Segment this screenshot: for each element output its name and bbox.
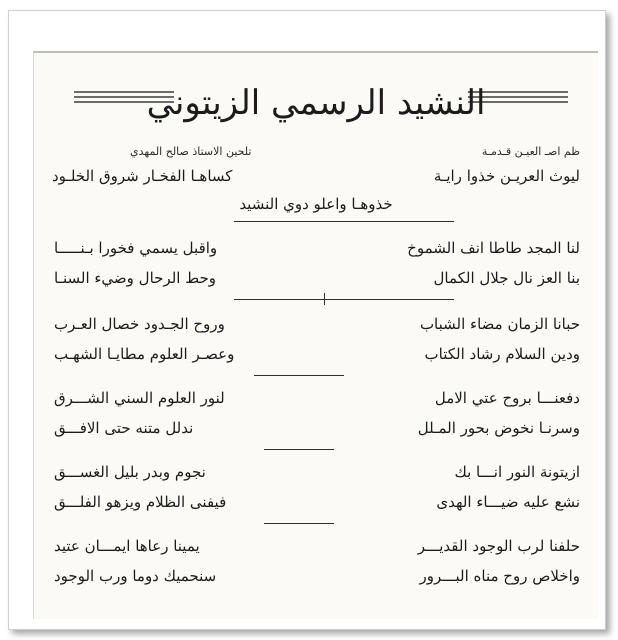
stanza-2-right-line-1: حبانا الزمان مضاء الشباب xyxy=(419,315,580,333)
stanza-1-right-line-2: بنا العز نال جلال الكمال xyxy=(433,269,580,287)
opening-verse-right: ليوث العريـن خذوا رايـة xyxy=(433,167,580,185)
image-frame xyxy=(8,10,606,630)
opening-divider xyxy=(234,221,454,222)
document-page xyxy=(33,51,598,619)
page-title: النشيد الرسمي الزيتوني xyxy=(146,83,486,123)
stanza-2-left-line-2: وعصـر العلوم مطايـا الشهـب xyxy=(54,345,235,363)
stanza-5-right-line-1: حلفنا لرب الوجود القديـــر xyxy=(417,537,580,555)
opening-verse-left: كساهـا الفخـار شروق الخلـود xyxy=(52,167,233,185)
stanza-4-right-line-2: نشع عليه ضيـــاء الهدى xyxy=(436,493,580,511)
stanza-1-right-line-1: لنا المجد طاطا انف الشموخ xyxy=(407,239,580,257)
stanza-3-left-line-2: ندلل متنه حتى الافـــق xyxy=(54,419,194,437)
stanza-3-right-line-1: دفعنـــا بروح عتي الامل xyxy=(434,389,580,407)
stanza-4-divider xyxy=(264,523,334,524)
stanza-3-divider xyxy=(264,449,334,450)
stanza-1-tick xyxy=(324,293,325,305)
stanza-1-left-line-2: وحط الرحال وضيء السنـا xyxy=(54,269,216,287)
stanza-1-left-line-1: واقبل يسمي فخورا بـنـــــا xyxy=(54,239,218,257)
stanza-1-divider xyxy=(234,299,454,300)
stanza-4-right-line-1: ازيتونة النور انـــا بك xyxy=(454,463,580,481)
opening-refrain: خذوهـا واعلو دوي النشيد xyxy=(239,195,393,213)
author-credit: ظم اصـ العيـن قـدمـة xyxy=(481,145,580,158)
stanza-4-left-line-2: فيفنى الظلام ويزهو الفلـــق xyxy=(54,493,227,511)
stanza-2-left-line-1: وروح الجـدود خصال العـرب xyxy=(54,315,225,333)
stanza-2-right-line-2: ودين السلام رشاد الكتاب xyxy=(424,345,580,363)
stanza-5-left-line-1: يمينا رعاها ايمـــان عتيد xyxy=(54,537,200,555)
stanza-5-right-line-2: واخلاص روح مناه البـــرور xyxy=(419,567,580,585)
stanza-2-divider xyxy=(254,375,344,376)
stanza-3-left-line-1: لنور العلوم السني الشـــرق xyxy=(54,389,225,407)
stanza-4-left-line-1: نجوم وبدر بليل الغســـق xyxy=(54,463,206,481)
composer-credit: تلحين الاستاذ صالح المهدي xyxy=(130,145,252,158)
stanza-3-right-line-2: وسرنـا نخوض بحور المـلل xyxy=(417,419,580,437)
stanza-5-left-line-2: سنحميك دوما ورب الوجود xyxy=(54,567,217,585)
